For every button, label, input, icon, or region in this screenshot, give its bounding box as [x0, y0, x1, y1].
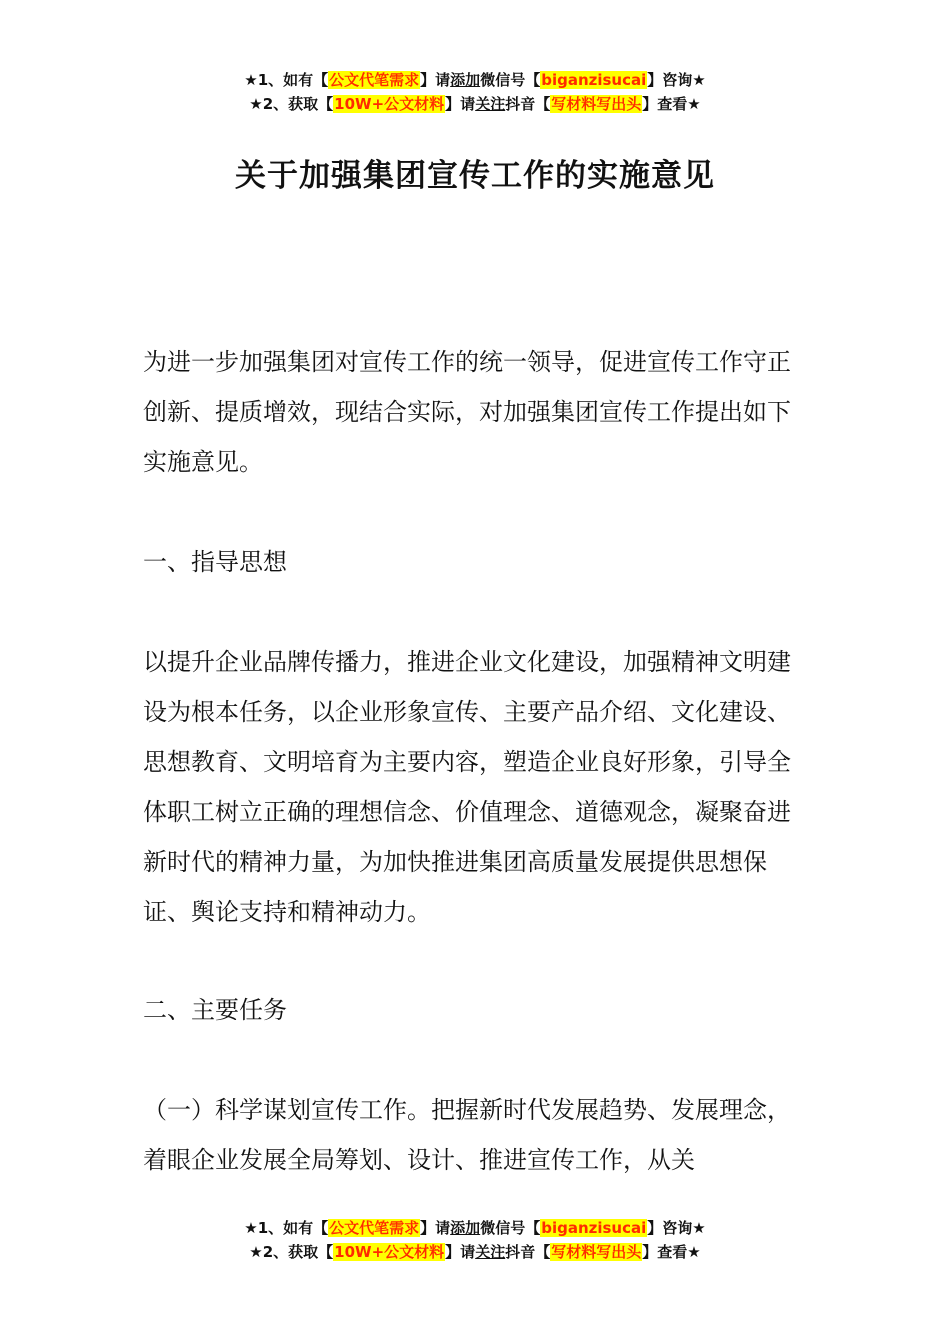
promo-text: 抖音【: [505, 1243, 551, 1261]
star-icon: ★: [244, 1219, 258, 1237]
intro-paragraph: 为进一步加强集团对宣传工作的统一领导，促进宣传工作守正创新、提质增效，现结合实际，对加强集团宣传工作提出如下实施意见。: [143, 348, 791, 476]
promo-underlined: 添加: [450, 71, 481, 89]
promo-underlined: 关注: [475, 95, 506, 113]
promo-text: 1、如有【: [257, 1219, 329, 1237]
promo-line-1: [0, 68, 950, 92]
promo-highlight: 10W+公文材料: [334, 95, 445, 113]
star-icon: ★: [249, 1243, 263, 1261]
star-icon: ★: [687, 1243, 701, 1261]
promo-line-2: [0, 1240, 950, 1264]
promo-highlight: 公文代笔需求: [329, 1219, 420, 1237]
promo-line-2: [0, 92, 950, 116]
star-icon: ★: [692, 1219, 706, 1237]
promo-text: 1、如有【: [257, 71, 329, 89]
promo-text: 抖音【: [505, 95, 551, 113]
promo-text: 】查看: [642, 95, 688, 113]
promo-highlight: 公文代笔需求: [329, 71, 420, 89]
star-icon: ★: [249, 95, 263, 113]
promo-banner-top: [0, 68, 950, 116]
star-icon: ★: [692, 71, 706, 89]
promo-line-1: [0, 1216, 950, 1240]
promo-highlight: 10W+公文材料: [334, 1243, 445, 1261]
promo-text: 微信号【: [480, 71, 541, 89]
promo-text: 】请: [420, 1219, 451, 1237]
promo-text: 】咨询: [647, 71, 693, 89]
wechat-id: biganzisucai: [541, 1219, 647, 1237]
section-heading-guiding-ideology: 一、指导思想: [143, 548, 287, 576]
promo-text: 】查看: [642, 1243, 688, 1261]
promo-underlined: 关注: [475, 1243, 506, 1261]
promo-text: 2、获取【: [262, 95, 334, 113]
promo-text: 2、获取【: [262, 1243, 334, 1261]
promo-text: 】请: [445, 1243, 476, 1261]
douyin-account: 写材料写出头: [551, 95, 642, 113]
promo-banner-bottom: [0, 1216, 950, 1264]
douyin-account: 写材料写出头: [551, 1243, 642, 1261]
promo-text: 】请: [420, 71, 451, 89]
document-title: 关于加强集团宣传工作的实施意见: [235, 158, 715, 194]
promo-text: 】咨询: [647, 1219, 693, 1237]
promo-text: 】请: [445, 95, 476, 113]
star-icon: ★: [244, 71, 258, 89]
section-heading-main-tasks: 二、主要任务: [143, 996, 287, 1024]
promo-underlined: 添加: [450, 1219, 481, 1237]
main-tasks-paragraph: （一）科学谋划宣传工作。把握新时代发展趋势、发展理念，着眼企业发展全局筹划、设计、推进宣传工作，从关: [143, 1096, 791, 1174]
promo-text: 微信号【: [480, 1219, 541, 1237]
star-icon: ★: [687, 95, 701, 113]
guiding-ideology-paragraph: 以提升企业品牌传播力，推进企业文化建设，加强精神文明建设为根本任务，以企业形象宣传、主要产品介绍、文化建设、思想教育、文明培育为主要内容，塑造企业良好形象，引导全体职工树立正确的理想信念、价值理念、道德观念，凝聚奋进新时代的精神力量，为加快推进集团高质量发展提供思想保证、舆论支持和精神动力。: [143, 648, 791, 926]
wechat-id: biganzisucai: [541, 71, 647, 89]
